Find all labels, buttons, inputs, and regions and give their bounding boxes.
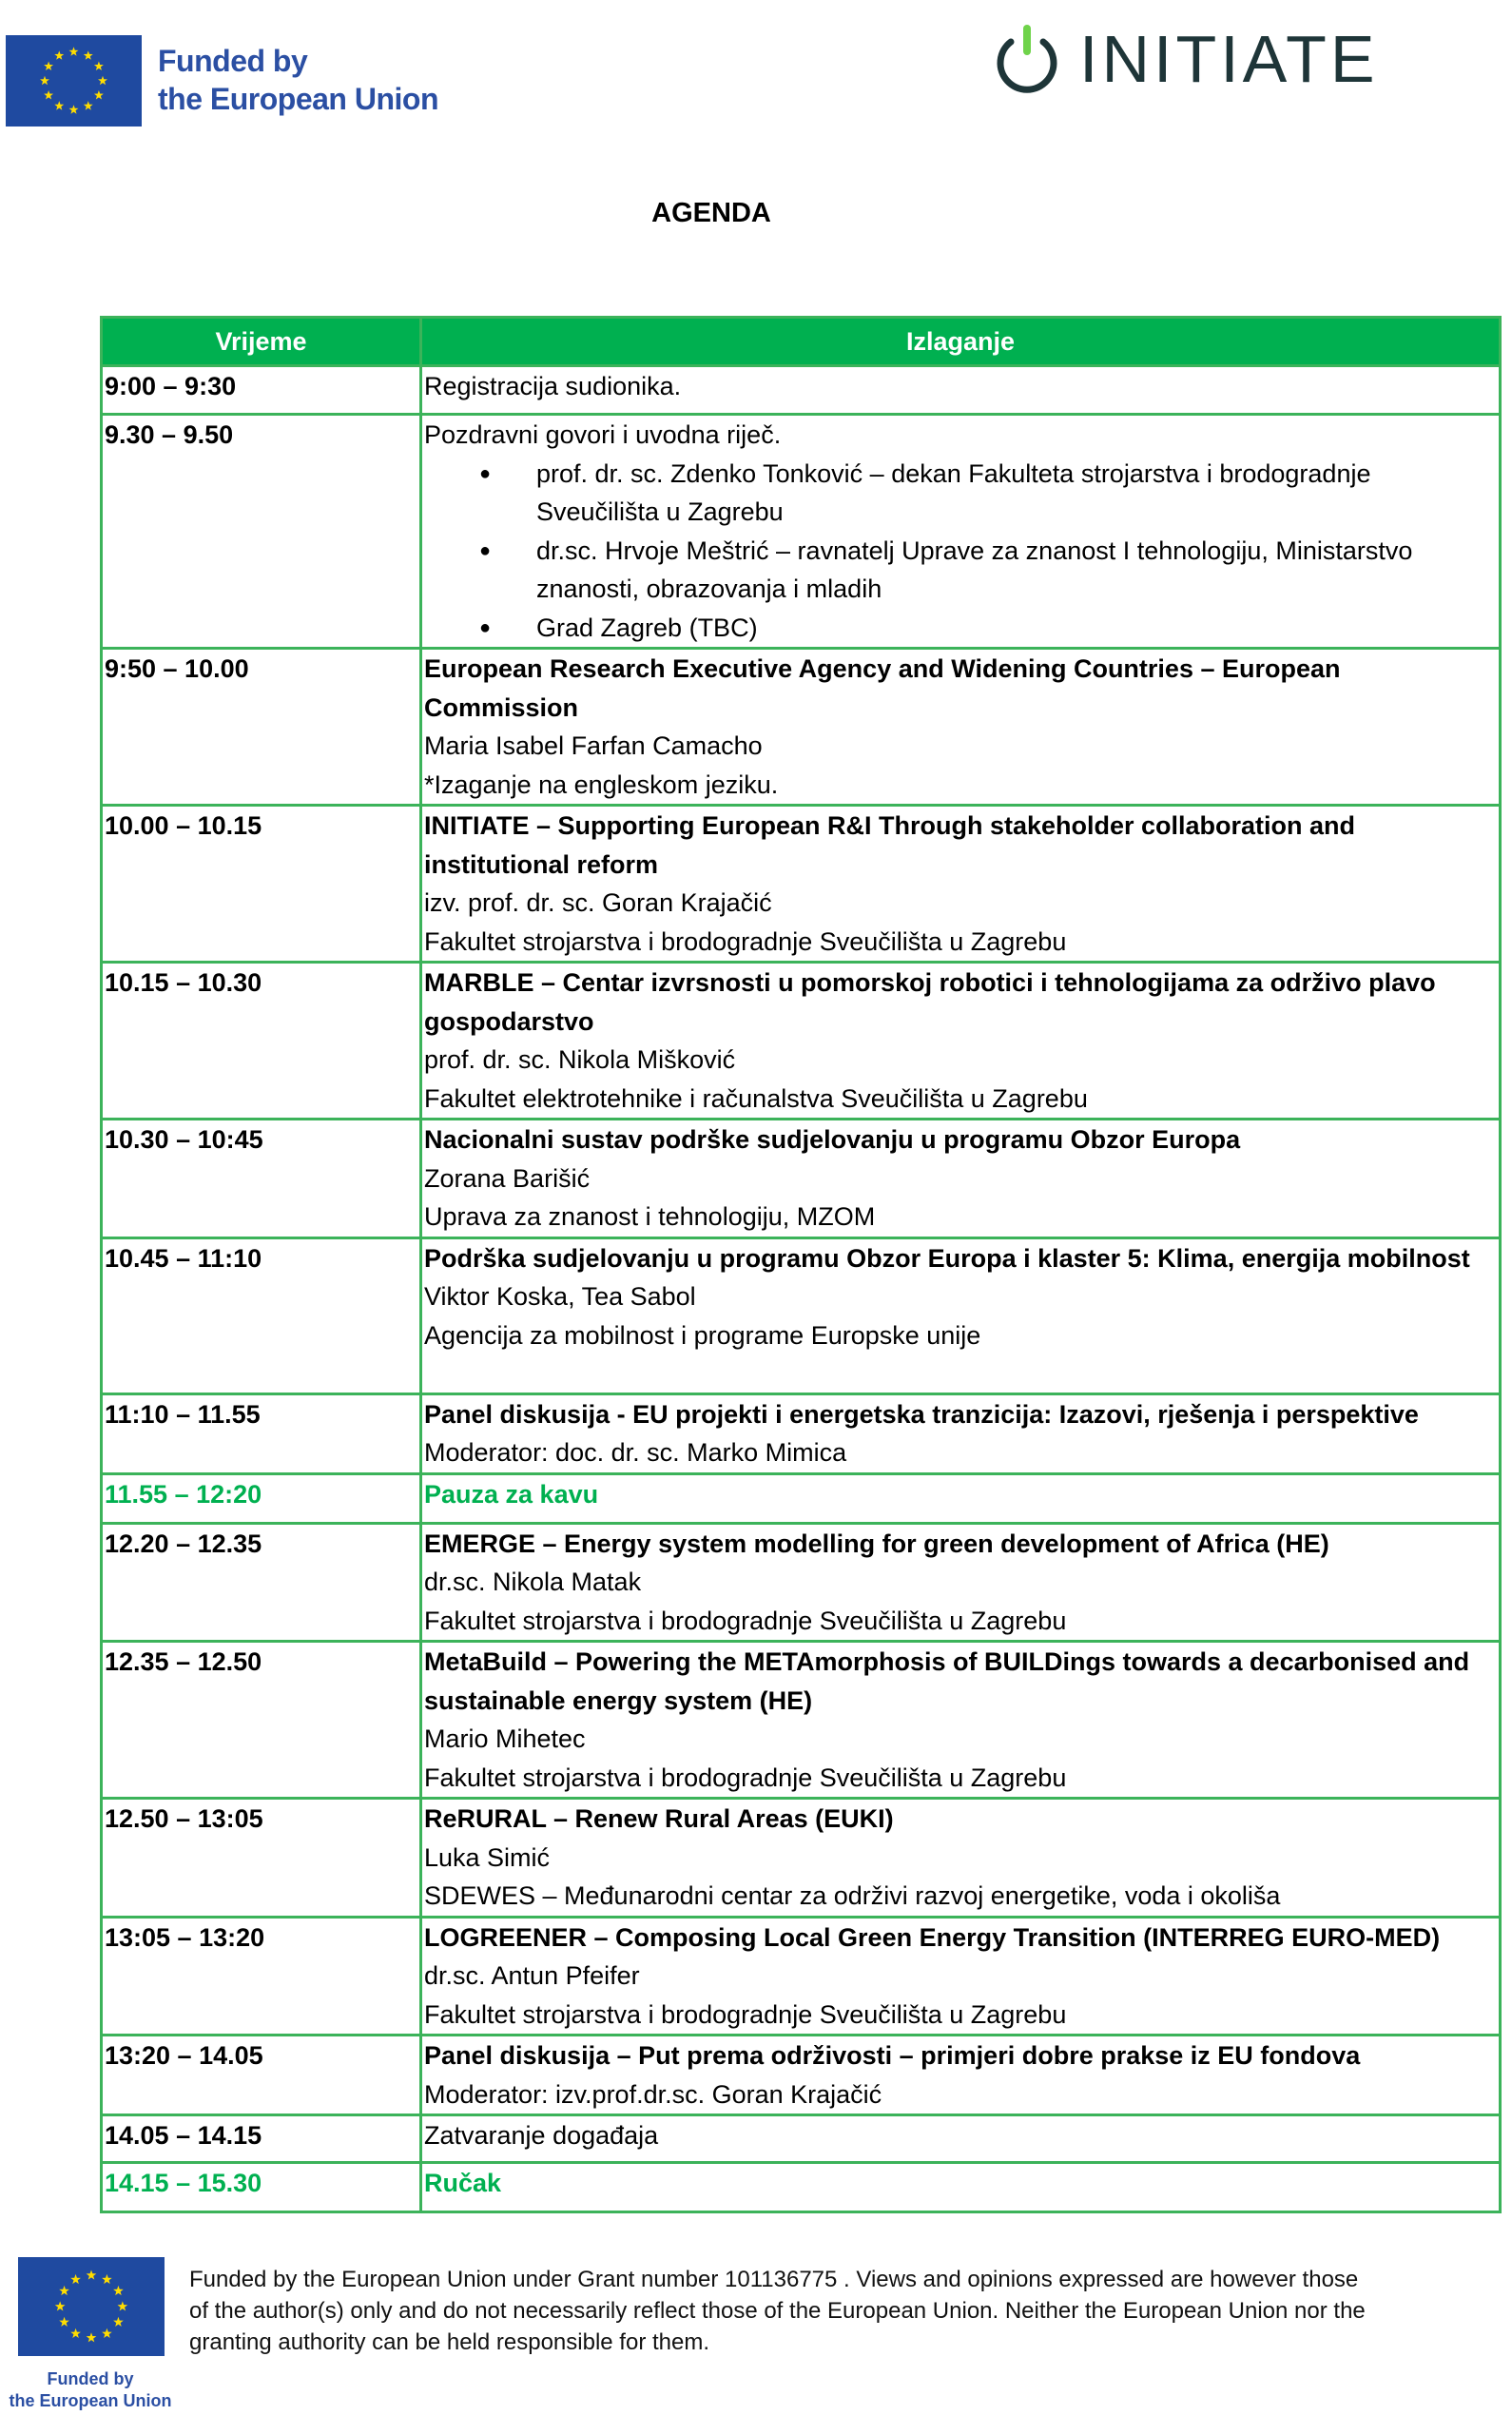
agenda-row: [102, 806, 1501, 963]
eu-star: [40, 76, 49, 85]
session-line: Moderator: izv.prof.dr.sc. Goran Krajačić: [424, 2079, 882, 2109]
eu-star: [113, 2317, 124, 2327]
speaker-bullet: ● dr.sc. Hrvoje Meštrić – ravnatelj Uprave za znanost I tehnologiju, Ministarstvo znanosti, obrazovanja i mladih: [424, 532, 1497, 609]
session-title: European Research Executive Agency and Widening Countries – European Commission: [424, 654, 1341, 722]
agenda-content: [421, 1473, 1501, 1523]
agenda-time: 14.05 – 14.15: [102, 2115, 421, 2163]
agenda-time: 11.55 – 12:20: [102, 1473, 421, 1523]
agenda-content: [421, 1120, 1501, 1238]
eu-star: [118, 2301, 128, 2310]
eu-star: [113, 2286, 124, 2295]
eu-star: [94, 62, 104, 70]
footer-eu-line1: Funded by: [47, 2369, 134, 2388]
agenda-content: [421, 366, 1501, 415]
header-presentation: Izlaganje: [421, 318, 1501, 366]
eu-star: [87, 2332, 97, 2342]
agenda-time: 12.50 – 13:05: [102, 1799, 421, 1918]
eu-star: [84, 50, 93, 59]
agenda-content: [421, 806, 1501, 963]
agenda-content: [421, 1523, 1501, 1642]
session-title: Podrška sudjelovanju u programu Obzor Europa i klaster 5: Klima, energija mobilnost: [424, 1243, 1470, 1273]
eu-star: [59, 2286, 69, 2295]
session-title: Panel diskusija – Put prema održivosti – primjeri dobre prakse iz EU fondova: [424, 2041, 1361, 2070]
agenda-time: 13:20 – 14.05: [102, 2036, 421, 2115]
initiate-wordmark: INITIATE: [1079, 22, 1379, 96]
eu-star: [70, 2328, 81, 2338]
session-line: prof. dr. sc. Nikola Mišković: [424, 1045, 736, 1074]
eu-star: [59, 2317, 69, 2327]
eu-star: [87, 2270, 97, 2280]
header-time: Vrijeme: [102, 318, 421, 366]
session-line: Mario Mihetec: [424, 1724, 586, 1753]
session-line: Uprava za znanost i tehnologiju, MZOM: [424, 1202, 876, 1231]
eu-stars-icon: [18, 2257, 165, 2356]
agenda-content: [421, 1917, 1501, 2036]
agenda-content: [421, 2036, 1501, 2115]
session-line: Ručak: [424, 2169, 502, 2197]
eu-funded-line2: the European Union: [158, 82, 438, 116]
eu-star: [44, 62, 53, 70]
agenda-content: [421, 1237, 1501, 1393]
power-icon: [992, 21, 1062, 97]
agenda-row: [102, 963, 1501, 1120]
eu-star: [98, 76, 107, 85]
eu-funded-line1: Funded by: [158, 44, 308, 78]
session-line: izv. prof. dr. sc. Goran Krajačić: [424, 888, 772, 917]
initiate-logo: [992, 21, 1379, 97]
agenda-time: 9:00 – 9:30: [102, 366, 421, 415]
footer-eu-funded-text: [0, 2368, 181, 2412]
eu-stars-icon: [6, 35, 142, 127]
eu-star: [102, 2328, 112, 2338]
agenda-row: [102, 366, 1501, 415]
eu-star: [55, 2301, 66, 2310]
session-title: EMERGE – Energy system modelling for green development of Africa (HE): [424, 1529, 1329, 1558]
eu-star: [69, 105, 79, 113]
agenda-content: [421, 1642, 1501, 1799]
footer-eu-flag: [18, 2257, 165, 2356]
agenda-time: 13:05 – 13:20: [102, 1917, 421, 2036]
agenda-row: [102, 1523, 1501, 1642]
session-title: MetaBuild – Powering the METAmorphosis of BUILDings towards a decarbonised and sustainable energy system (HE): [424, 1647, 1470, 1715]
session-line: Moderator: doc. dr. sc. Marko Mimica: [424, 1438, 847, 1467]
session-line: Pauza za kavu: [424, 1479, 599, 1509]
session-title: ReRURAL – Renew Rural Areas (EUKI): [424, 1804, 894, 1833]
eu-star: [70, 2274, 81, 2284]
session-line: Luka Simić: [424, 1842, 551, 1872]
agenda-row: [102, 2163, 1501, 2212]
session-line: Maria Isabel Farfan Camacho: [424, 731, 763, 760]
agenda-time: 9.30 – 9.50: [102, 415, 421, 649]
eu-star: [102, 2274, 112, 2284]
session-line: Fakultet elektrotehnike i računalstva Sveučilišta u Zagrebu: [424, 1083, 1088, 1113]
eu-star: [44, 90, 53, 99]
session-line: Registracija sudionika.: [424, 372, 682, 400]
session-line: SDEWES – Međunarodni centar za održivi razvoj energetike, voda i okoliša: [424, 1881, 1281, 1910]
agenda-row: [102, 1917, 1501, 2036]
eu-flag-logo: [6, 35, 142, 127]
session-line: Fakultet strojarstva i brodogradnje Sveučilišta u Zagrebu: [424, 1763, 1067, 1792]
agenda-row: [102, 1799, 1501, 1918]
session-line: Fakultet strojarstva i brodogradnje Sveučilišta u Zagrebu: [424, 1606, 1067, 1635]
agenda-content: [421, 1799, 1501, 1918]
agenda-time: 9:50 – 10.00: [102, 649, 421, 806]
session-title: MARBLE – Centar izvrsnosti u pomorskoj robotici i tehnologijama za održivo plavo gospodarstvo: [424, 968, 1436, 1036]
agenda-row: [102, 1120, 1501, 1238]
agenda-content: [421, 649, 1501, 806]
agenda-time: 10.00 – 10.15: [102, 806, 421, 963]
agenda-time: 14.15 – 15.30: [102, 2163, 421, 2212]
agenda-time: 12.20 – 12.35: [102, 1523, 421, 1642]
session-line: Fakultet strojarstva i brodogradnje Sveučilišta u Zagrebu: [424, 926, 1067, 956]
agenda-table: [100, 316, 1502, 2213]
funding-disclaimer: Funded by the European Union under Grant number 101136775 . Views and opinions expressed are however those of the author(s) only and do not necessarily reflect those of the European Union. Neither the European Union nor the granting authority can be held responsible for them.: [189, 2267, 1366, 2355]
session-line: Fakultet strojarstva i brodogradnje Sveučilišta u Zagrebu: [424, 1999, 1067, 2029]
speaker-bullet: ● prof. dr. sc. Zdenko Tonković – dekan Fakulteta strojarstva i brodogradnje Sveučilišta u Zagrebu: [424, 455, 1497, 532]
agenda-content: [421, 2115, 1501, 2163]
session-title: Panel diskusija - EU projekti i energetska tranzicija: Izazovi, rješenja i perspektive: [424, 1399, 1419, 1429]
agenda-time: 10.30 – 10:45: [102, 1120, 421, 1238]
eu-funded-text: [158, 42, 438, 118]
session-line: Viktor Koska, Tea Sabol: [424, 1282, 696, 1311]
eu-star: [54, 101, 64, 110]
agenda-row: [102, 1473, 1501, 1523]
agenda-time: 10.15 – 10.30: [102, 963, 421, 1120]
session-line: Pozdravni govori i uvodna riječ.: [424, 420, 782, 449]
table-header-row: [102, 318, 1501, 366]
eu-star: [94, 90, 104, 99]
page-title: AGENDA: [651, 198, 771, 228]
session-line: *Izaganje na engleskom jeziku.: [424, 769, 779, 799]
agenda-time: 11:10 – 11.55: [102, 1393, 421, 1473]
agenda-row: [102, 1393, 1501, 1473]
agenda-row: [102, 649, 1501, 806]
agenda-row: [102, 415, 1501, 649]
speaker-bullet: ● Grad Zagreb (TBC): [424, 609, 1497, 648]
session-line: Zatvaranje događaja: [424, 2121, 659, 2150]
agenda-content: [421, 963, 1501, 1120]
eu-star: [84, 101, 93, 110]
eu-star: [54, 50, 64, 59]
session-line: dr.sc. Nikola Matak: [424, 1568, 642, 1596]
agenda-content: [421, 415, 1501, 649]
agenda-row: [102, 2115, 1501, 2163]
session-line: dr.sc. Antun Pfeifer: [424, 1961, 640, 1990]
eu-star: [69, 47, 79, 55]
agenda-row: [102, 2036, 1501, 2115]
agenda-content: [421, 1393, 1501, 1473]
agenda-time: 10.45 – 11:10: [102, 1237, 421, 1393]
session-title: INITIATE – Supporting European R&I Through stakeholder collaboration and institutional reform: [424, 811, 1356, 879]
session-title: LOGREENER – Composing Local Green Energy Transition (INTERREG EURO-MED): [424, 1922, 1441, 1952]
agenda-content: [421, 2163, 1501, 2212]
footer-eu-line2: the European Union: [9, 2391, 172, 2410]
agenda-row: [102, 1237, 1501, 1393]
session-title: Nacionalni sustav podrške sudjelovanju u programu Obzor Europa: [424, 1125, 1241, 1154]
session-line: Agencija za mobilnost i programe Europske unije: [424, 1320, 981, 1350]
agenda-time: 12.35 – 12.50: [102, 1642, 421, 1799]
session-line: Zorana Barišić: [424, 1163, 591, 1193]
agenda-row: [102, 1642, 1501, 1799]
